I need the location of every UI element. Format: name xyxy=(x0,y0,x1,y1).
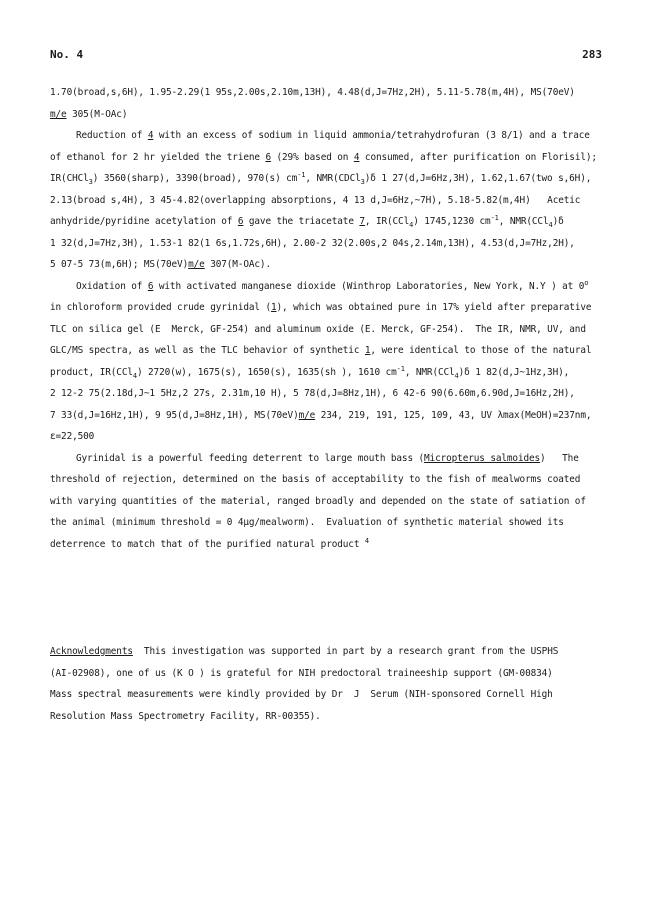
page-number: 283 xyxy=(582,48,602,61)
text-line: 5 07-5 73(m,6H); MS(70eV)m/e 307(M-OAc). xyxy=(50,259,271,270)
text-line: Oxidation of 6 with activated manganese dioxide (Winthrop Laboratories, New York, N.Y ) at 0$^o$ xyxy=(76,278,589,292)
section-spacer xyxy=(50,555,606,641)
paragraph-spectral-data xyxy=(50,82,606,125)
page-header xyxy=(50,48,602,64)
text-line: threshold of rejection, determined on the basis of acceptability to the fish of mealworms coated xyxy=(50,474,581,485)
text-line: Resolution Mass Spectrometry Facility, RR-00355). xyxy=(50,710,321,722)
text-line: Reduction of 4 with an excess of sodium in liquid ammonia/tetrahydrofuran (3 8/1) and a trace xyxy=(76,130,590,141)
text-line: Mass spectral measurements were kindly provided by Dr J Serum (NIH-sponsored Cornell High xyxy=(50,689,553,700)
text-line: in chloroform provided crude gyrinidal (1), which was obtained pure in 17% yield after preparative xyxy=(50,302,592,313)
text-line: GLC/MS spectra, as well as the TLC behavior of synthetic 1, were identical to those of the natural xyxy=(50,345,592,356)
text-line: 7 33(d,J=16Hz,1H), 9 95(d,J=8Hz,1H), MS(70eV)m/e 234, 219, 191, 125, 109, 43, UV λmax(MeOH)=237nm, xyxy=(50,409,592,421)
text-line: (AI-02908), one of us (K O ) is grateful for NIH predoctoral traineeship support (GM-00834) xyxy=(50,667,553,679)
text-line: of ethanol for 2 hr yielded the triene 6 (29% based on 4 consumed, after purification on Florisil); xyxy=(50,151,597,163)
paragraph-bioassay xyxy=(50,448,606,556)
acknowledgments-section xyxy=(50,641,606,727)
paragraph-reduction xyxy=(50,125,606,276)
text-line: 2.13(broad s,4H), 3 45-4.82(overlapping absorptions, 4 13 d,J=6Hz,~7H), 5.18-5.82(m,4H) Acetic xyxy=(50,194,581,206)
text-line: IR(CHCl$_3$) 3560(sharp), 3390(broad), 970(s) $cm^{-1}$, NMR(CDCl$_3$)δ 1 27(d,J=6Hz,3H), 1.62,1.67(two s,6H), xyxy=(50,170,592,186)
text-line: ε=22,500 xyxy=(50,431,95,442)
text-line: Acknowledgments This investigation was supported in part by a research grant from the USPHS xyxy=(50,646,559,657)
text-line: m/e 305(M-OAc) xyxy=(50,108,128,120)
journal-issue-number: No. 4 xyxy=(50,48,84,61)
paragraph-oxidation xyxy=(50,276,606,448)
text-line: product, IR(CCl$_4$) 2720(w), 1675(s), 1650(s), 1635(sh ), 1610 $cm^{-1}$, NMR(CCl$_4$)δ 1 82(d,J~1Hz,3H), xyxy=(50,364,570,380)
text-line: anhydride/pyridine acetylation of 6 gave the triacetate 7, IR(CCl$_4$) 1745,1230 $cm^{-1}$, NMR(CCl$_4$)δ xyxy=(50,213,564,229)
text-line: TLC on silica gel (E Merck, GF-254) and aluminum oxide (E. Merck, GF-254). The IR, NMR, UV, and xyxy=(50,323,586,335)
text-line: the animal (minimum threshold = 0 4μg/mealworm). Evaluation of synthetic material showed its xyxy=(50,517,564,528)
text-line: Gyrinidal is a powerful feeding deterrent to large mouth bass (Micropterus salmoides) The xyxy=(76,452,579,464)
text-line: 2 12-2 75(2.18d,J~1 5Hz,2 27s, 2.31m,10 H), 5 78(d,J=8Hz,1H), 6 42-6 90(6.60m,6.90d,J=16Hz,2H), xyxy=(50,388,575,399)
text-line: with varying quantities of the material, ranged broadly and depended on the state of satiation of xyxy=(50,495,586,507)
text-line: 1.70(broad,s,6H), 1.95-2.29(1 95s,2.00s,2.10m,13H), 4.48(d,J=7Hz,2H), 5.11-5.78(m,4H), MS(70eV) xyxy=(50,87,575,98)
text-line: deterrence to match that of the purified natural product $^4$ xyxy=(50,536,369,550)
text-line: 1 32(d,J=7Hz,3H), 1.53-1 82(1 6s,1.72s,6H), 2.00-2 32(2.00s,2 04s,2.14m,13H), 4.53(d,J=7Hz,2H), xyxy=(50,237,575,249)
acknowledgments-heading: Acknowledgments xyxy=(50,646,133,657)
article-body xyxy=(50,82,606,727)
